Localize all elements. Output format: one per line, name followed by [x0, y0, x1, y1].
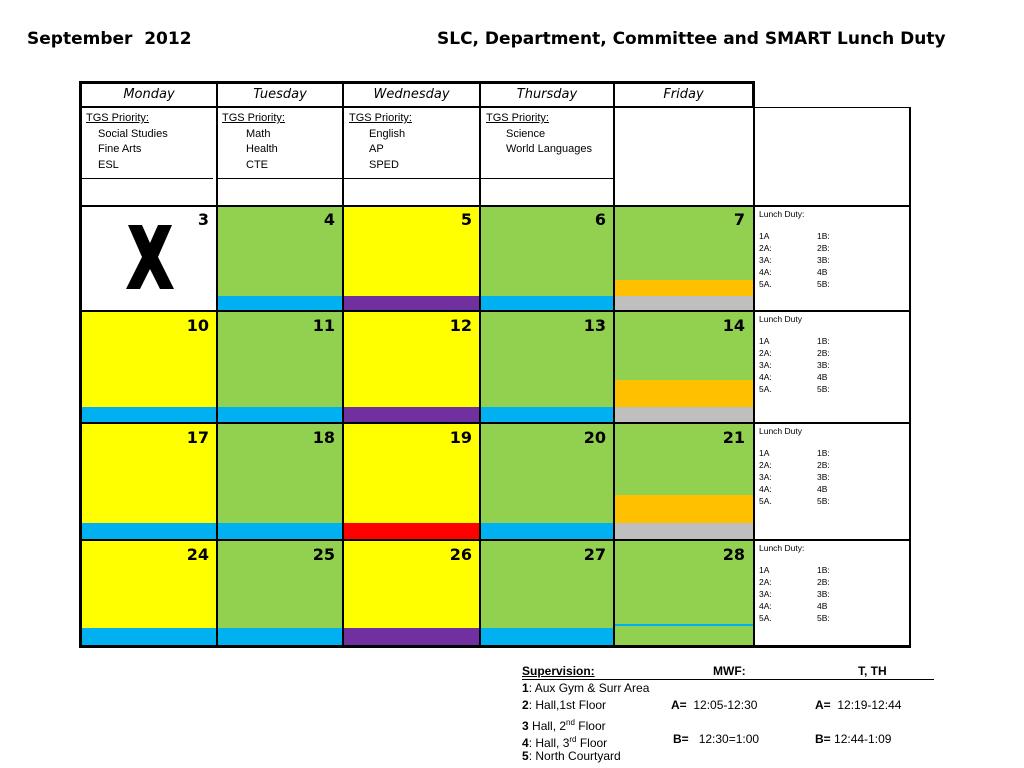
day-number: 24	[186, 545, 209, 564]
priority-title: TGS Priority:	[222, 112, 285, 124]
day-number: 19	[449, 428, 472, 447]
day-band	[480, 628, 614, 646]
lunch-duty-row	[759, 447, 830, 459]
lunch-slot-b: 4B	[817, 601, 828, 611]
priority-item: AP	[369, 143, 384, 155]
priority-title: TGS Priority:	[349, 112, 412, 124]
priority-title: TGS Priority:	[86, 112, 149, 124]
supervision-location-1: 1: Aux Gym & Surr Area	[522, 681, 650, 695]
lunch-slot-a: 3A:	[759, 472, 772, 482]
lunch-duty-row	[759, 600, 830, 612]
lunch-slot-b: 5B:	[817, 384, 830, 394]
lunch-slot-a: 1A	[759, 336, 770, 346]
lunch-slot-b: 3B:	[817, 255, 830, 265]
lunch-slot-a: 5A.	[759, 279, 772, 289]
day-band	[343, 296, 480, 310]
lunch-slot-a: 5A.	[759, 613, 772, 623]
day-band-orange	[614, 380, 753, 407]
grid-line	[613, 81, 615, 647]
lunch-duty-row	[759, 612, 830, 624]
supervision-location-3: 3 Hall, 2nd Floor	[522, 718, 606, 733]
day-band	[614, 296, 753, 310]
day-number: 25	[312, 545, 335, 564]
grid-line	[79, 310, 911, 312]
supervision-b-mwf: B= 12:30=1:00	[673, 732, 760, 746]
supervision-mwf-header: MWF:	[713, 664, 746, 678]
day-number: 3	[197, 210, 209, 229]
lunch-duty-title: Lunch Duty	[759, 426, 802, 436]
supervision-a-tth: A= 12:19-12:44	[815, 698, 902, 712]
lunch-slot-b: 1B:	[817, 231, 830, 241]
day-number: 28	[722, 545, 745, 564]
day-number: 27	[583, 545, 606, 564]
grid-line	[344, 178, 479, 179]
lunch-duty-row	[759, 471, 830, 483]
grid-line	[342, 81, 344, 647]
priority-item: CTE	[246, 158, 268, 171]
day-number: 13	[583, 316, 606, 335]
grid-line	[79, 539, 911, 541]
day-band-orange	[614, 280, 753, 296]
lunch-duty-block	[759, 313, 830, 395]
day-band	[480, 407, 614, 422]
lunch-duty-row	[759, 230, 830, 242]
lunch-slot-a: 5A.	[759, 384, 772, 394]
grid-line	[79, 81, 755, 84]
lunch-duty-row	[759, 383, 830, 395]
priority-item: English	[369, 127, 406, 140]
day-number: 6	[594, 210, 606, 229]
lunch-slot-b: 4B	[817, 267, 828, 277]
supervision-location-5: 5: North Courtyard	[522, 749, 621, 763]
priority-item: World Languages	[506, 143, 593, 155]
priority-monday	[86, 111, 168, 173]
day-number: 5	[460, 210, 472, 229]
lunch-slot-b: 1B:	[817, 336, 830, 346]
lunch-slot-a: 3A:	[759, 589, 772, 599]
lunch-duty-row	[759, 576, 830, 588]
day-band	[217, 296, 343, 310]
priority-item: Social Studies	[98, 127, 168, 140]
lunch-duty-title: Lunch Duty:	[759, 543, 805, 553]
day-band	[81, 523, 217, 539]
grid-line	[218, 178, 342, 179]
lunch-slot-b: 2B:	[817, 460, 830, 470]
lunch-slot-a: 5A.	[759, 496, 772, 506]
day-band	[614, 523, 753, 539]
lunch-duty-row	[759, 254, 830, 266]
day-band	[614, 628, 753, 646]
supervision-title: Supervision:	[522, 664, 595, 678]
priority-tuesday	[222, 111, 285, 173]
lunch-slot-a: 4A:	[759, 601, 772, 611]
priority-item: Science	[506, 127, 546, 140]
lunch-slot-b: 3B:	[817, 472, 830, 482]
supervision-location-2: 2: Hall,1st Floor	[522, 698, 607, 712]
grid-line	[216, 81, 218, 647]
priority-item: Health	[246, 143, 278, 155]
lunch-duty-row	[759, 347, 830, 359]
lunch-slot-a: 4A:	[759, 484, 772, 494]
lunch-slot-b: 2B:	[817, 243, 830, 253]
lunch-duty-row	[759, 495, 830, 507]
lunch-duty-title: Lunch Duty	[759, 314, 802, 324]
lunch-duty-block	[759, 425, 830, 507]
grid-line	[479, 81, 481, 647]
lunch-duty-block	[759, 542, 830, 624]
lunch-slot-b: 1B:	[817, 565, 830, 575]
lunch-slot-a: 4A:	[759, 267, 772, 277]
grid-line	[481, 178, 613, 179]
day-number: 21	[722, 428, 745, 447]
day-number: 18	[312, 428, 335, 447]
day-band	[81, 628, 217, 646]
lunch-duty-row	[759, 278, 830, 290]
day-band	[81, 407, 217, 422]
day-band	[217, 407, 343, 422]
priority-wednesday	[349, 111, 412, 173]
lunch-duty-row	[759, 359, 830, 371]
priority-item: SPED	[369, 158, 399, 171]
lunch-slot-a: 2A:	[759, 460, 772, 470]
page-title-month: September 2012	[27, 29, 192, 49]
day-number: 26	[449, 545, 472, 564]
lunch-duty-row	[759, 371, 830, 383]
day-number: 10	[186, 316, 209, 335]
priority-item: ESL	[98, 158, 119, 171]
grid-line	[909, 107, 911, 648]
lunch-slot-b: 5B:	[817, 279, 830, 289]
lunch-slot-a: 3A:	[759, 255, 772, 265]
lunch-duty-row	[759, 459, 830, 471]
day-band	[343, 523, 480, 539]
lunch-slot-b: 5B:	[817, 613, 830, 623]
lunch-duty-row	[759, 483, 830, 495]
lunch-slot-a: 2A:	[759, 348, 772, 358]
lunch-slot-a: 1A	[759, 448, 770, 458]
lunch-slot-b: 1B:	[817, 448, 830, 458]
grid-line	[79, 81, 82, 647]
day-band	[614, 624, 753, 626]
lunch-slot-b: 3B:	[817, 360, 830, 370]
supervision-tth-header: T, TH	[858, 664, 887, 678]
day-band	[614, 407, 753, 422]
priority-thursday	[486, 111, 592, 158]
day-number: 20	[583, 428, 606, 447]
day-band	[480, 296, 614, 310]
day-band	[217, 628, 343, 646]
day-band	[343, 628, 480, 646]
lunch-duty-row	[759, 335, 830, 347]
priority-item: Fine Arts	[98, 143, 142, 155]
lunch-slot-a: 1A	[759, 231, 770, 241]
day-header-monday: Monday	[123, 87, 175, 102]
supervision-location-4: 4: Hall, 3rd Floor	[522, 735, 608, 750]
day-number: 7	[733, 210, 745, 229]
lunch-slot-a: 1A	[759, 565, 770, 575]
lunch-slot-a: 3A:	[759, 360, 772, 370]
day-band	[217, 523, 343, 539]
day-band	[343, 407, 480, 422]
lunch-slot-b: 4B	[817, 372, 828, 382]
lunch-duty-row	[759, 242, 830, 254]
day-header-friday: Friday	[663, 87, 704, 102]
supervision-a-mwf: A= 12:05-12:30	[671, 698, 758, 712]
lunch-slot-b: 2B:	[817, 577, 830, 587]
grid-line	[752, 81, 755, 108]
page-title: SLC, Department, Committee and SMART Lunch Duty	[437, 29, 946, 49]
priority-title: TGS Priority:	[486, 112, 549, 124]
day-band-orange	[614, 495, 753, 523]
grid-line	[82, 178, 213, 179]
grid-line	[753, 107, 755, 648]
priority-item: Math	[246, 127, 271, 140]
holiday-x-icon	[118, 221, 182, 293]
day-header-wednesday: Wednesday	[373, 87, 450, 102]
grid-line	[79, 422, 911, 424]
lunch-duty-row	[759, 588, 830, 600]
day-header-thursday: Thursday	[516, 87, 578, 102]
lunch-slot-a: 2A:	[759, 243, 772, 253]
lunch-slot-b: 4B	[817, 484, 828, 494]
lunch-duty-title: Lunch Duty:	[759, 209, 805, 219]
day-number: 11	[312, 316, 335, 335]
lunch-duty-row	[759, 266, 830, 278]
lunch-slot-b: 5B:	[817, 496, 830, 506]
grid-line	[79, 205, 911, 207]
lunch-duty-row	[759, 564, 830, 576]
lunch-duty-block	[759, 208, 830, 290]
day-header-tuesday: Tuesday	[253, 87, 307, 102]
lunch-slot-b: 2B:	[817, 348, 830, 358]
lunch-slot-a: 2A:	[759, 577, 772, 587]
day-number: 14	[722, 316, 745, 335]
grid-line	[79, 107, 911, 108]
grid-line	[79, 645, 911, 648]
day-number: 12	[449, 316, 472, 335]
lunch-slot-a: 4A:	[759, 372, 772, 382]
supervision-b-tth: B= 12:44-1:09	[815, 732, 892, 746]
day-number: 17	[186, 428, 209, 447]
lunch-slot-b: 3B:	[817, 589, 830, 599]
day-number: 4	[323, 210, 335, 229]
day-band	[480, 523, 614, 539]
